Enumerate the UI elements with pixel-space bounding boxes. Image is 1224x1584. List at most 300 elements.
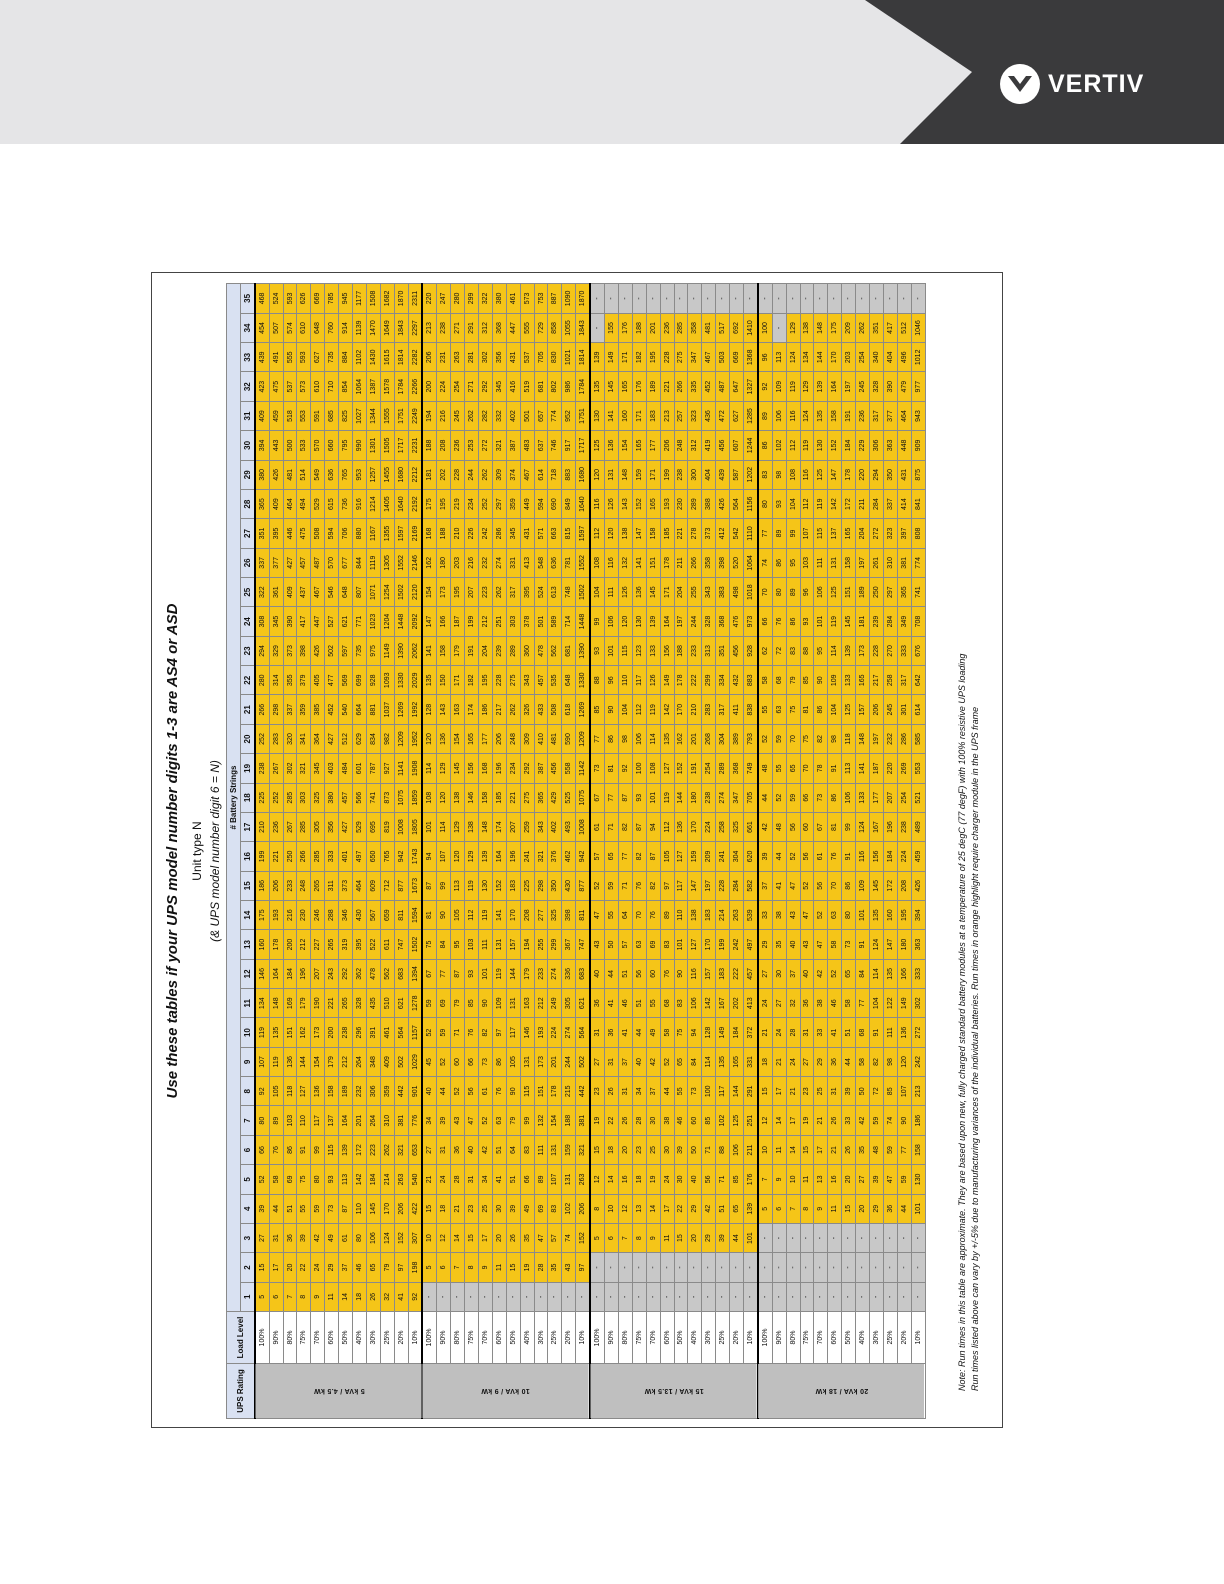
runtime-cell: 139 — [590, 343, 604, 372]
string-count-header: 35 — [240, 284, 254, 314]
runtime-cell: 151 — [534, 1077, 548, 1106]
runtime-cell: 104 — [828, 695, 842, 724]
model-digit-label: (& UPS model number digit 6 = N) — [208, 760, 222, 942]
runtime-cell: 101 — [856, 900, 870, 929]
runtime-cell: - — [632, 1253, 646, 1282]
string-count-header: 8 — [240, 1077, 254, 1106]
load-level-cell: 25% — [716, 1312, 730, 1364]
runtime-cell: 108 — [646, 754, 660, 783]
runtime-cell: 690 — [548, 489, 562, 518]
string-count-header: 26 — [240, 548, 254, 577]
runtime-cell: 341 — [297, 724, 311, 753]
runtime-cell: 116 — [590, 489, 604, 518]
string-count-header: 16 — [240, 842, 254, 871]
string-count-header: 34 — [240, 313, 254, 342]
runtime-cell: 1448 — [576, 607, 590, 636]
runtime-cell: 520 — [730, 548, 744, 577]
runtime-cell: - — [814, 1253, 828, 1282]
runtime-cell: 15 — [506, 1253, 520, 1282]
runtime-cell: 540 — [339, 695, 353, 724]
runtime-cell: 176 — [743, 1165, 757, 1194]
runtime-cell: 795 — [339, 431, 353, 460]
runtime-cell: 7 — [786, 1194, 800, 1223]
runtime-cell: 63 — [632, 930, 646, 959]
runtime-cell: - — [758, 1223, 772, 1252]
runtime-cell: 228 — [451, 460, 465, 489]
runtime-cell: 29 — [688, 1194, 702, 1223]
runtime-cell: 24 — [772, 1018, 786, 1047]
runtime-cell: 152 — [674, 754, 688, 783]
runtime-cell: 267 — [283, 812, 297, 841]
runtime-cell: 242 — [730, 930, 744, 959]
runtime-cell: 328 — [702, 607, 716, 636]
runtime-cell: 66 — [800, 783, 814, 812]
runtime-cell: 101 — [743, 1223, 757, 1252]
runtime-cell: 128 — [702, 1018, 716, 1047]
string-count-header: 20 — [240, 724, 254, 753]
runtime-cell: 417 — [883, 313, 897, 342]
runtime-cell: 93 — [590, 636, 604, 665]
runtime-cell: 838 — [743, 695, 757, 724]
runtime-cell: 120 — [590, 460, 604, 489]
runtime-cell: 368 — [492, 313, 506, 342]
runtime-cell: 414 — [897, 489, 911, 518]
runtime-cell: 901 — [408, 1077, 422, 1106]
runtime-cell: 657 — [534, 401, 548, 430]
runtime-cell: 340 — [869, 343, 883, 372]
runtime-cell: 245 — [883, 695, 897, 724]
runtime-cell: 1430 — [366, 343, 380, 372]
runtime-cell: 467 — [702, 343, 716, 372]
runtime-cell: 1578 — [380, 372, 394, 401]
note-line-2: Run times listed above can vary by +/-5% due to manufacturing variances of the individual batteries. Run times in orange highlight require charger module in the UPS frame — [970, 706, 980, 1391]
runtime-cell: 238 — [339, 1018, 353, 1047]
runtime-cell: 17 — [814, 1135, 828, 1164]
runtime-cell: 760 — [325, 313, 339, 342]
runtime-cell: 120 — [897, 1047, 911, 1076]
runtime-cell: 36 — [883, 1194, 897, 1223]
runtime-cell: 394 — [911, 900, 925, 929]
runtime-cell: 590 — [562, 724, 576, 753]
runtime-cell: 372 — [743, 1018, 757, 1047]
runtime-cell: 1390 — [394, 636, 408, 665]
runtime-cell: 254 — [451, 372, 465, 401]
runtime-cell: 299 — [465, 284, 479, 314]
runtime-cell: 157 — [702, 959, 716, 988]
runtime-cell: 388 — [702, 489, 716, 518]
string-count-header: 7 — [240, 1106, 254, 1135]
runtime-cell: 263 — [730, 900, 744, 929]
runtime-cell: 52 — [786, 842, 800, 871]
runtime-cell: 426 — [911, 871, 925, 900]
runtime-cell: - — [688, 1253, 702, 1282]
runtime-cell: 184 — [842, 431, 856, 460]
runtime-cell: 89 — [534, 1165, 548, 1194]
runtime-cell: 41 — [492, 1165, 506, 1194]
runtime-cell: 152 — [828, 431, 842, 460]
runtime-cell: 66 — [758, 607, 772, 636]
runtime-cell: 481 — [548, 724, 562, 753]
runtime-cell: 27 — [422, 1135, 436, 1164]
runtime-cell: 1157 — [408, 1018, 422, 1047]
runtime-cell: 148 — [856, 724, 870, 753]
runtime-cell: 58 — [856, 1047, 870, 1076]
runtime-cell: 2146 — [408, 548, 422, 577]
runtime-cell: 83 — [758, 460, 772, 489]
runtime-cell: 104 — [590, 578, 604, 607]
runtime-cell: 213 — [422, 313, 436, 342]
runtime-cell: 323 — [688, 401, 702, 430]
runtime-cell: 73 — [814, 783, 828, 812]
load-level-cell: 40% — [353, 1312, 367, 1364]
runtime-cell: 320 — [283, 724, 297, 753]
runtime-cell: 10 — [758, 1135, 772, 1164]
runtime-cell: 242 — [911, 1047, 925, 1076]
runtime-cell: 58 — [660, 1018, 674, 1047]
runtime-cell: 98 — [883, 1047, 897, 1076]
string-count-header: 6 — [240, 1135, 254, 1164]
runtime-cell: 120 — [437, 783, 451, 812]
runtime-cell: 179 — [520, 959, 534, 988]
runtime-cell: 217 — [492, 695, 506, 724]
runtime-cell: 114 — [702, 1047, 716, 1076]
runtime-body — [255, 284, 925, 1419]
runtime-cell: 502 — [576, 1047, 590, 1076]
runtime-cell: 172 — [883, 871, 897, 900]
runtime-cell: 184 — [283, 959, 297, 988]
runtime-cell: - — [814, 284, 828, 314]
runtime-cell: 309 — [520, 724, 534, 753]
load-level-cell: 60% — [660, 1312, 674, 1364]
runtime-cell: 165 — [618, 372, 632, 401]
runtime-cell: 343 — [534, 812, 548, 841]
runtime-cell: 239 — [492, 636, 506, 665]
runtime-cell: 358 — [688, 313, 702, 342]
runtime-cell: 238 — [897, 812, 911, 841]
runtime-cell: 2212 — [408, 460, 422, 489]
runtime-cell: 167 — [869, 812, 883, 841]
runtime-cell: 39 — [437, 1106, 451, 1135]
runtime-cell: 148 — [479, 812, 493, 841]
runtime-cell: 61 — [479, 1077, 493, 1106]
runtime-cell: 19 — [590, 1106, 604, 1135]
runtime-cell: 66 — [255, 1135, 269, 1164]
runtime-cell: 80 — [353, 1223, 367, 1252]
runtime-cell: 68 — [856, 1018, 870, 1047]
runtime-cell: 83 — [520, 1135, 534, 1164]
runtime-cell: 90 — [479, 989, 493, 1018]
runtime-cell: 31 — [800, 1018, 814, 1047]
runtime-cell: 131 — [492, 930, 506, 959]
runtime-cell: 26 — [618, 1106, 632, 1135]
runtime-cell: 166 — [897, 959, 911, 988]
runtime-cell: 431 — [506, 343, 520, 372]
runtime-cell: 496 — [897, 343, 911, 372]
runtime-cell: 262 — [492, 578, 506, 607]
runtime-cell: 203 — [842, 343, 856, 372]
runtime-cell: 76 — [632, 871, 646, 900]
runtime-cell: 163 — [520, 989, 534, 1018]
runtime-cell: 395 — [520, 578, 534, 607]
runtime-cell: 116 — [800, 460, 814, 489]
runtime-cell: 105 — [506, 1047, 520, 1076]
runtime-cell: 1139 — [353, 313, 367, 342]
string-count-header: 3 — [240, 1223, 254, 1252]
table-row — [451, 284, 465, 1419]
runtime-cell: 90 — [506, 1077, 520, 1106]
runtime-cell: 132 — [534, 1106, 548, 1135]
runtime-cell: 182 — [632, 343, 646, 372]
runtime-cell: 28 — [534, 1253, 548, 1282]
runtime-cell: 76 — [646, 900, 660, 929]
runtime-cell: 1075 — [394, 783, 408, 812]
runtime-cell: - — [646, 284, 660, 314]
runtime-cell: 1743 — [408, 842, 422, 871]
unit-type-label: Unit type N — [190, 821, 204, 881]
runtime-cell: 189 — [339, 1077, 353, 1106]
runtime-cell: 873 — [380, 783, 394, 812]
runtime-cell: 151 — [842, 578, 856, 607]
load-level-cell: 60% — [325, 1312, 339, 1364]
runtime-cell: 88 — [716, 1135, 730, 1164]
load-level-cell: 75% — [632, 1312, 646, 1364]
runtime-cell: 326 — [520, 695, 534, 724]
runtime-cell: 1751 — [576, 401, 590, 430]
runtime-cell: 621 — [576, 989, 590, 1018]
runtime-cell: 112 — [786, 431, 800, 460]
runtime-cell: 25 — [646, 1135, 660, 1164]
runtime-cell: 93 — [772, 489, 786, 518]
runtime-cell: 191 — [688, 754, 702, 783]
runtime-cell: 98 — [618, 724, 632, 753]
runtime-cell: 1071 — [366, 578, 380, 607]
runtime-cell: 103 — [465, 930, 479, 959]
runtime-cell: 457 — [743, 959, 757, 988]
runtime-cell: 74 — [883, 1106, 897, 1135]
runtime-cell: 184 — [883, 842, 897, 871]
runtime-cell: 25 — [479, 1194, 493, 1223]
runtime-cell: 247 — [437, 284, 451, 314]
runtime-cell: 86 — [786, 607, 800, 636]
runtime-cell: 306 — [366, 1077, 380, 1106]
runtime-cell: 131 — [520, 1047, 534, 1076]
runtime-cell: - — [479, 1282, 493, 1311]
runtime-cell: 7 — [283, 1282, 297, 1311]
table-row — [674, 284, 688, 1419]
runtime-cell: 422 — [408, 1194, 422, 1223]
runtime-cell: 467 — [520, 460, 534, 489]
runtime-cell: 475 — [297, 519, 311, 548]
runtime-cell: 55 — [297, 1194, 311, 1223]
runtime-cell: 119 — [800, 431, 814, 460]
runtime-cell: 10 — [786, 1165, 800, 1194]
runtime-cell: 683 — [576, 959, 590, 988]
runtime-cell: 21 — [814, 1106, 828, 1135]
runtime-cell: 347 — [730, 783, 744, 812]
runtime-cell: 44 — [897, 1194, 911, 1223]
runtime-cell: 41 — [828, 1018, 842, 1047]
string-count-header: 1 — [240, 1282, 254, 1311]
runtime-cell: 299 — [548, 930, 562, 959]
runtime-cell: 77 — [897, 1135, 911, 1164]
runtime-cell: 67 — [590, 783, 604, 812]
runtime-cell: 119 — [646, 695, 660, 724]
runtime-cell: 119 — [814, 489, 828, 518]
runtime-cell: - — [869, 1282, 883, 1311]
runtime-cell: 117 — [311, 1106, 325, 1135]
runtime-cell: 186 — [255, 871, 269, 900]
runtime-cell: 298 — [269, 695, 283, 724]
runtime-cell: 280 — [451, 284, 465, 314]
runtime-cell: 189 — [646, 372, 660, 401]
runtime-cell: 464 — [897, 401, 911, 430]
runtime-cell: 165 — [646, 489, 660, 518]
runtime-cell: 138 — [451, 783, 465, 812]
runtime-cell: 348 — [366, 1047, 380, 1076]
runtime-cell: 457 — [339, 783, 353, 812]
runtime-cell: 106 — [366, 1223, 380, 1252]
runtime-cell: 146 — [465, 783, 479, 812]
runtime-cell: 124 — [800, 401, 814, 430]
table-row — [339, 284, 353, 1419]
runtime-cell: 135 — [869, 900, 883, 929]
runtime-cell: 80 — [255, 1106, 269, 1135]
runtime-cell: 501 — [520, 401, 534, 430]
runtime-cell: 736 — [339, 489, 353, 518]
runtime-cell: 146 — [255, 959, 269, 988]
runtime-cell: 191 — [465, 636, 479, 665]
runtime-cell: 129 — [800, 372, 814, 401]
runtime-cell: - — [660, 1253, 674, 1282]
runtime-cell: 120 — [451, 842, 465, 871]
runtime-cell: 224 — [702, 812, 716, 841]
runtime-cell: - — [897, 1223, 911, 1252]
runtime-cell: - — [590, 1253, 604, 1282]
runtime-cell: 345 — [269, 607, 283, 636]
runtime-cell: 113 — [339, 1165, 353, 1194]
runtime-cell: 90 — [605, 695, 619, 724]
runtime-cell: 306 — [869, 431, 883, 460]
runtime-cell: 299 — [702, 666, 716, 695]
runtime-cell: 47 — [814, 930, 828, 959]
table-row — [758, 284, 772, 1419]
runtime-cell: 42 — [646, 1047, 660, 1076]
runtime-cell: 6 — [437, 1253, 451, 1282]
runtime-cell: 502 — [394, 1047, 408, 1076]
runtime-cell: 1305 — [380, 548, 394, 577]
table-row — [702, 284, 716, 1419]
runtime-cell: 210 — [688, 695, 702, 724]
runtime-cell: 87 — [632, 812, 646, 841]
runtime-cell: 585 — [911, 724, 925, 753]
runtime-cell: 274 — [492, 548, 506, 577]
runtime-cell: 148 — [814, 313, 828, 342]
runtime-cell: 114 — [646, 724, 660, 753]
runtime-cell: 212 — [479, 607, 493, 636]
runtime-cell: 457 — [534, 666, 548, 695]
runtime-cell: - — [702, 1253, 716, 1282]
load-level-cell: 80% — [786, 1312, 800, 1364]
runtime-cell: 404 — [883, 343, 897, 372]
runtime-cell: 47 — [883, 1165, 897, 1194]
runtime-cell: 262 — [479, 460, 493, 489]
runtime-cell: 1649 — [380, 313, 394, 342]
runtime-cell: 114 — [828, 636, 842, 665]
runtime-cell: 83 — [674, 989, 688, 1018]
load-level-cell: 50% — [842, 1312, 856, 1364]
runtime-cell: 294 — [255, 636, 269, 665]
runtime-cell: 134 — [255, 989, 269, 1018]
runtime-cell: 109 — [856, 871, 870, 900]
runtime-cell: 566 — [353, 783, 367, 812]
runtime-cell: 79 — [506, 1106, 520, 1135]
runtime-cell: 676 — [911, 636, 925, 665]
runtime-cell: 62 — [758, 636, 772, 665]
runtime-cell: 67 — [422, 959, 436, 988]
runtime-cell: 228 — [869, 636, 883, 665]
load-level-cell: 50% — [339, 1312, 353, 1364]
runtime-cell: - — [856, 1253, 870, 1282]
runtime-cell: 28 — [786, 1018, 800, 1047]
runtime-cell: 376 — [548, 842, 562, 871]
runtime-cell: 16 — [618, 1165, 632, 1194]
runtime-cell: 42 — [758, 812, 772, 841]
runtime-cell: 97 — [492, 1018, 506, 1047]
runtime-cell: 350 — [548, 871, 562, 900]
runtime-cell: 251 — [743, 1106, 757, 1135]
runtime-cell: - — [772, 1282, 786, 1311]
runtime-cell: 442 — [576, 1077, 590, 1106]
ups-rating-header: UPS Rating — [227, 1364, 255, 1419]
runtime-cell: 30 — [646, 1106, 660, 1135]
runtime-cell: 928 — [366, 666, 380, 695]
runtime-cell: 33 — [814, 1018, 828, 1047]
runtime-cell: 107 — [897, 1077, 911, 1106]
runtime-cell: 160 — [618, 401, 632, 430]
runtime-cell: 208 — [520, 900, 534, 929]
runtime-cell: 389 — [730, 724, 744, 753]
runtime-cell: 683 — [394, 959, 408, 988]
runtime-cell: 73 — [842, 930, 856, 959]
runtime-cell: 525 — [562, 783, 576, 812]
runtime-cell: 230 — [297, 900, 311, 929]
runtime-cell: 877 — [576, 871, 590, 900]
runtime-cell: 43 — [451, 1106, 465, 1135]
runtime-cell: 120 — [618, 607, 632, 636]
runtime-cell: 75 — [422, 930, 436, 959]
runtime-cell: 19 — [520, 1253, 534, 1282]
runtime-cell: 359 — [380, 1077, 394, 1106]
runtime-cell: 19 — [646, 1165, 660, 1194]
runtime-cell: 100 — [632, 754, 646, 783]
runtime-cell: 5 — [758, 1194, 772, 1223]
table-row — [911, 284, 925, 1419]
runtime-cell: 573 — [520, 284, 534, 314]
runtime-cell: 1717 — [576, 431, 590, 460]
runtime-cell: 360 — [520, 636, 534, 665]
runtime-cell: 692 — [730, 313, 744, 342]
runtime-cell: - — [632, 284, 646, 314]
runtime-cell: 351 — [716, 636, 730, 665]
runtime-cell: - — [911, 1282, 925, 1311]
runtime-cell: 328 — [869, 372, 883, 401]
runtime-cell: 648 — [339, 578, 353, 607]
runtime-cell: 383 — [716, 578, 730, 607]
runtime-cell: 746 — [548, 431, 562, 460]
runtime-cell: 1344 — [366, 401, 380, 430]
runtime-cell: 322 — [479, 284, 493, 314]
runtime-cell: 275 — [674, 343, 688, 372]
